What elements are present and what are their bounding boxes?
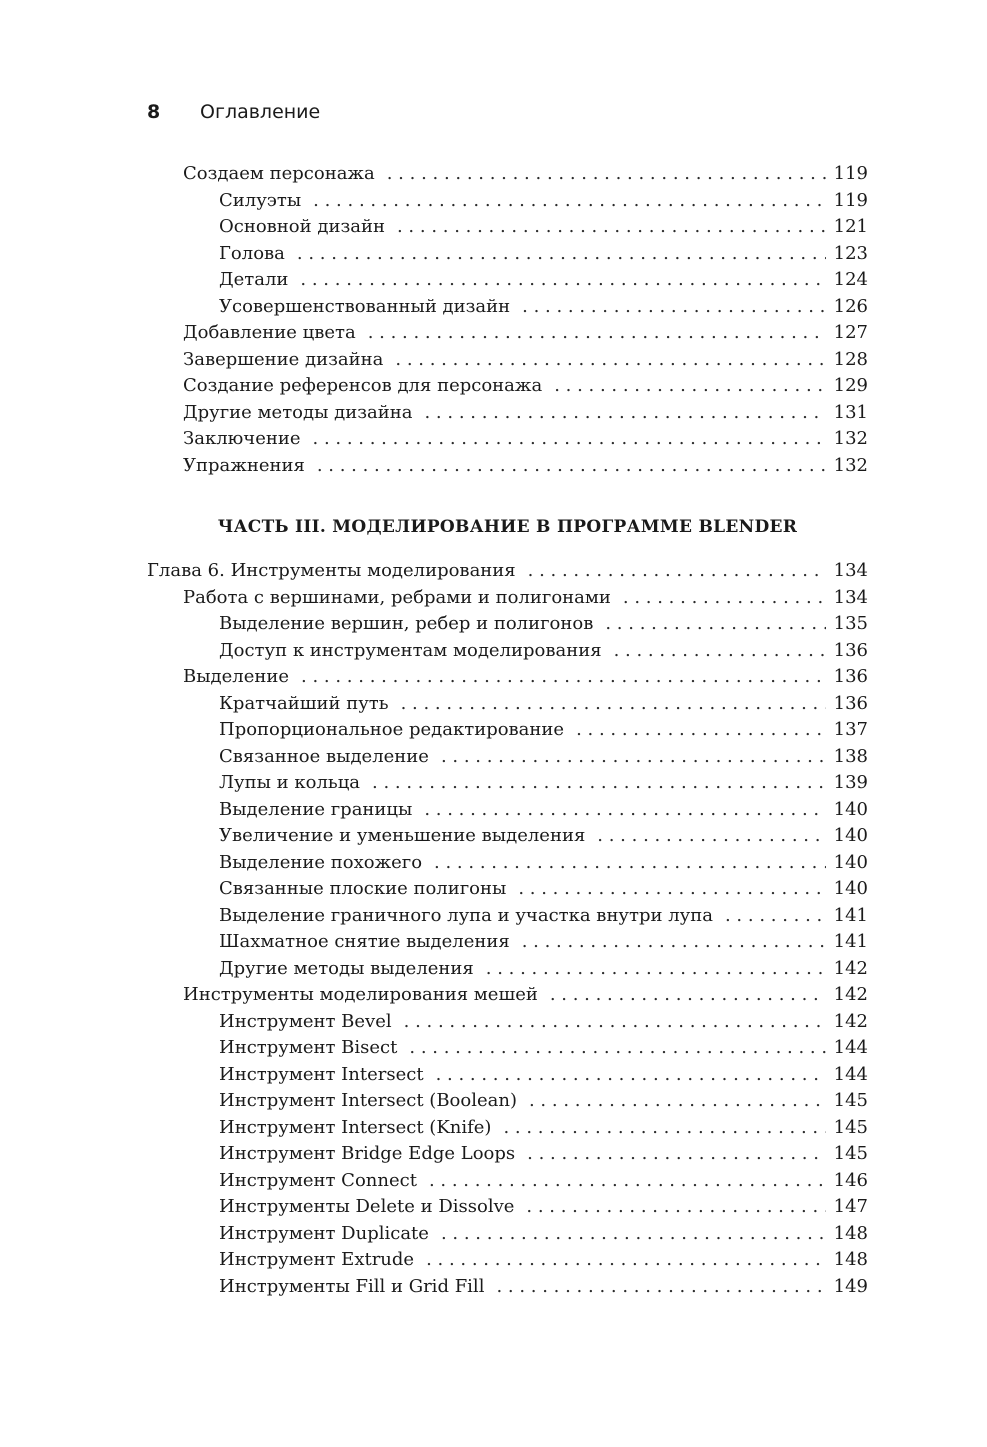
- toc-leader-dots: [550, 982, 826, 1009]
- toc-entry-title: Детали: [219, 269, 289, 290]
- toc-entry-page: 142: [833, 984, 868, 1005]
- toc-leader-dots: [503, 1115, 826, 1142]
- toc-entry-page: 148: [833, 1249, 868, 1270]
- toc-entry-page: 145: [833, 1116, 868, 1138]
- toc-entry: [147, 638, 868, 665]
- toc-leader-dots: [605, 611, 826, 638]
- toc-entry-page: 140: [833, 825, 868, 846]
- toc-entry-title: Инструменты Delete и Dissolve: [219, 1196, 515, 1217]
- toc-entry-page: 141: [833, 931, 868, 952]
- toc-entry: [147, 691, 868, 718]
- toc-entry-page: 146: [833, 1169, 868, 1191]
- toc-leader-dots: [301, 664, 826, 691]
- toc-leader-dots: [313, 188, 826, 215]
- toc-entry: [147, 1009, 868, 1036]
- toc-entry: [147, 823, 868, 850]
- toc-entry-page: 140: [833, 851, 868, 873]
- toc-leader-dots: [401, 691, 826, 718]
- toc-entry: [147, 929, 868, 956]
- toc-entry-title: Доступ к инструментам моделирования: [219, 639, 602, 661]
- toc-entry-title: Связанные плоские полигоны: [219, 878, 507, 899]
- toc-entry-title: Инструмент Intersect (Boolean): [219, 1090, 517, 1111]
- toc-entry-title: Заключение: [183, 428, 301, 449]
- toc-entry-title: Инструмент Intersect: [219, 1063, 424, 1085]
- toc-entry: [147, 188, 868, 215]
- toc-entry-page: 128: [833, 348, 868, 370]
- toc-entry-page: 147: [833, 1196, 868, 1217]
- toc-entry-title: Увеличение и уменьшение выделения: [219, 825, 586, 846]
- toc-entry-title: Инструмент Connect: [219, 1169, 417, 1191]
- toc-entry-page: 136: [833, 692, 868, 714]
- toc-entry-title: Пропорциональное редактирование: [219, 719, 565, 740]
- toc-entry-title: Выделение граничного лупа и участка внутри лупа: [219, 904, 713, 926]
- toc-entry-title: Голова: [219, 242, 285, 264]
- toc-entry-page: 132: [833, 428, 868, 449]
- toc-entry-title: Добавление цвета: [183, 322, 356, 343]
- toc-entry-page: 144: [833, 1037, 868, 1058]
- toc-entry-title: Выделение похожего: [219, 851, 423, 873]
- toc-entry-title: Инструменты моделирования мешей: [183, 984, 538, 1005]
- toc-leader-dots: [300, 267, 826, 294]
- toc-entry: [147, 1221, 868, 1248]
- toc-entry: [147, 770, 868, 797]
- toc-entry: [147, 903, 868, 930]
- toc-entry-page: 131: [833, 401, 868, 423]
- toc-entry: [147, 1035, 868, 1062]
- toc-entry-title: Связанное выделение: [219, 745, 429, 767]
- toc-entry-title: Завершение дизайна: [183, 348, 384, 370]
- toc-entry: [147, 956, 868, 983]
- toc-leader-dots: [372, 770, 826, 797]
- toc-leader-dots: [426, 1247, 826, 1274]
- toc-entry-title: Другие методы выделения: [219, 957, 474, 979]
- toc-entry-title: Инструмент Extrude: [219, 1249, 415, 1270]
- toc-entry-title: Другие методы дизайна: [183, 401, 413, 423]
- toc-entry-title: Инструмент Bridge Edge Loops: [219, 1143, 516, 1164]
- toc-entry-page: 126: [833, 295, 868, 317]
- toc-entry-page: 129: [833, 375, 868, 396]
- toc-leader-dots: [527, 1141, 826, 1168]
- toc-leader-dots: [395, 347, 826, 374]
- toc-entry-title: Основной дизайн: [219, 216, 385, 237]
- toc-leader-dots: [368, 320, 826, 347]
- toc-entry: [147, 1274, 868, 1301]
- toc-entry: [147, 585, 868, 612]
- toc-entry-page: 136: [833, 639, 868, 661]
- toc-entry-page: 141: [833, 904, 868, 926]
- toc-entry-title: Создание референсов для персонажа: [183, 375, 543, 396]
- toc-entry: [147, 1115, 868, 1142]
- part-heading: ЧАСТЬ III. МОДЕЛИРОВАНИЕ В ПРОГРАММЕ BLENDER: [217, 517, 798, 537]
- toc-leader-dots: [496, 1274, 826, 1301]
- toc-entry-page: 138: [833, 745, 868, 767]
- toc-entry-title: Лупы и кольца: [219, 772, 361, 793]
- toc-leader-dots: [526, 1194, 826, 1221]
- toc-entry-page: 137: [833, 719, 868, 740]
- toc-entry: [147, 611, 868, 638]
- toc-entry: [147, 214, 868, 241]
- toc-entry-page: 132: [833, 454, 868, 476]
- toc-entry: [147, 161, 868, 188]
- toc-entry-title: Глава 6. Инструменты моделирования: [147, 560, 516, 581]
- toc-leader-dots: [518, 876, 826, 903]
- toc-entry-page: 144: [833, 1063, 868, 1085]
- toc-entry: [147, 1088, 868, 1115]
- toc-entry-page: 140: [833, 798, 868, 820]
- toc-entry: [147, 241, 868, 268]
- toc-entry: [147, 373, 868, 400]
- toc-entry-page: 135: [833, 613, 868, 634]
- toc-entry-title: Создаем персонажа: [183, 163, 375, 184]
- page-header: [147, 99, 320, 125]
- toc-entry-page: 123: [833, 242, 868, 264]
- toc-entry-title: Усовершенствованный дизайн: [219, 295, 511, 317]
- toc-leader-dots: [486, 956, 826, 983]
- toc-leader-dots: [387, 161, 826, 188]
- toc-entry: [147, 347, 868, 374]
- toc-entry: [147, 876, 868, 903]
- toc-entry-page: 142: [833, 957, 868, 979]
- toc-leader-dots: [404, 1009, 826, 1036]
- toc-entry: [147, 1141, 868, 1168]
- toc-leader-dots: [297, 241, 826, 268]
- toc-entry: [147, 453, 868, 480]
- toc-entry-title: Упражнения: [183, 454, 305, 476]
- toc-entry-page: 134: [833, 560, 868, 581]
- toc-entry-page: 136: [833, 666, 868, 687]
- toc-entry-title: Шахматное снятие выделения: [219, 931, 510, 952]
- toc-entry: [147, 744, 868, 771]
- toc-entry-page: 148: [833, 1222, 868, 1244]
- toc-entry: [147, 558, 868, 585]
- toc-leader-dots: [522, 929, 826, 956]
- page-number: 8: [147, 101, 161, 123]
- toc-entry-title: Инструмент Intersect (Knife): [219, 1116, 492, 1138]
- toc-leader-dots: [424, 797, 826, 824]
- toc-entry: [147, 850, 868, 877]
- toc-entry-page: 142: [833, 1010, 868, 1032]
- toc-leader-dots: [441, 1221, 826, 1248]
- toc-entry: [147, 1062, 868, 1089]
- toc-entry: [147, 664, 868, 691]
- toc-leader-dots: [522, 294, 826, 321]
- toc-entry-page: 134: [833, 586, 868, 608]
- toc-entry: [147, 294, 868, 321]
- toc-entry: [147, 1168, 868, 1195]
- toc-entry-page: 145: [833, 1143, 868, 1164]
- toc-leader-dots: [441, 744, 826, 771]
- toc-leader-dots: [623, 585, 826, 612]
- toc-entry: [147, 400, 868, 427]
- toc-leader-dots: [429, 1168, 826, 1195]
- toc-leader-dots: [528, 558, 826, 585]
- toc-entry: [147, 1194, 868, 1221]
- toc-entry-title: Выделение: [183, 666, 290, 687]
- toc-leader-dots: [436, 1062, 826, 1089]
- toc-entry: [147, 267, 868, 294]
- toc-entry-title: Кратчайший путь: [219, 692, 389, 714]
- toc-entry-title: Работа с вершинами, ребрами и полигонами: [183, 586, 611, 608]
- toc-entry-title: Выделение границы: [219, 798, 413, 820]
- toc-leader-dots: [529, 1088, 826, 1115]
- toc-leader-dots: [434, 850, 826, 877]
- running-title: Оглавление: [200, 101, 321, 123]
- toc-leader-dots: [725, 903, 826, 930]
- toc-entry-page: 127: [833, 322, 868, 343]
- toc-entry: [147, 320, 868, 347]
- toc-entry-page: 121: [833, 216, 868, 237]
- toc-section-top: [147, 161, 868, 479]
- toc-entry: [147, 426, 868, 453]
- toc-entry-title: Инструмент Bisect: [219, 1037, 398, 1058]
- toc-leader-dots: [313, 426, 826, 453]
- toc-entry-page: 140: [833, 878, 868, 899]
- toc-leader-dots: [397, 214, 826, 241]
- toc-section-bottom: [147, 558, 868, 1300]
- toc-entry-page: 119: [833, 189, 868, 211]
- toc-entry-title: Инструмент Bevel: [219, 1010, 392, 1032]
- toc-entry: [147, 982, 868, 1009]
- toc-entry-page: 124: [833, 269, 868, 290]
- toc-entry-title: Силуэты: [219, 189, 302, 211]
- toc-entry-title: Инструменты Fill и Grid Fill: [219, 1275, 485, 1297]
- toc-leader-dots: [576, 717, 826, 744]
- toc-leader-dots: [317, 453, 826, 480]
- toc-entry: [147, 1247, 868, 1274]
- toc-entry-title: Инструмент Duplicate: [219, 1222, 429, 1244]
- toc-leader-dots: [554, 373, 826, 400]
- toc-leader-dots: [409, 1035, 826, 1062]
- toc-leader-dots: [614, 638, 826, 665]
- toc-entry-page: 139: [833, 772, 868, 793]
- toc-leader-dots: [424, 400, 826, 427]
- toc-entry-title: Выделение вершин, ребер и полигонов: [219, 613, 594, 634]
- toc-entry-page: 145: [833, 1090, 868, 1111]
- toc-entry: [147, 717, 868, 744]
- toc-entry-page: 119: [833, 163, 868, 184]
- toc-entry: [147, 797, 868, 824]
- toc-entry-page: 149: [833, 1275, 868, 1297]
- toc-leader-dots: [597, 823, 826, 850]
